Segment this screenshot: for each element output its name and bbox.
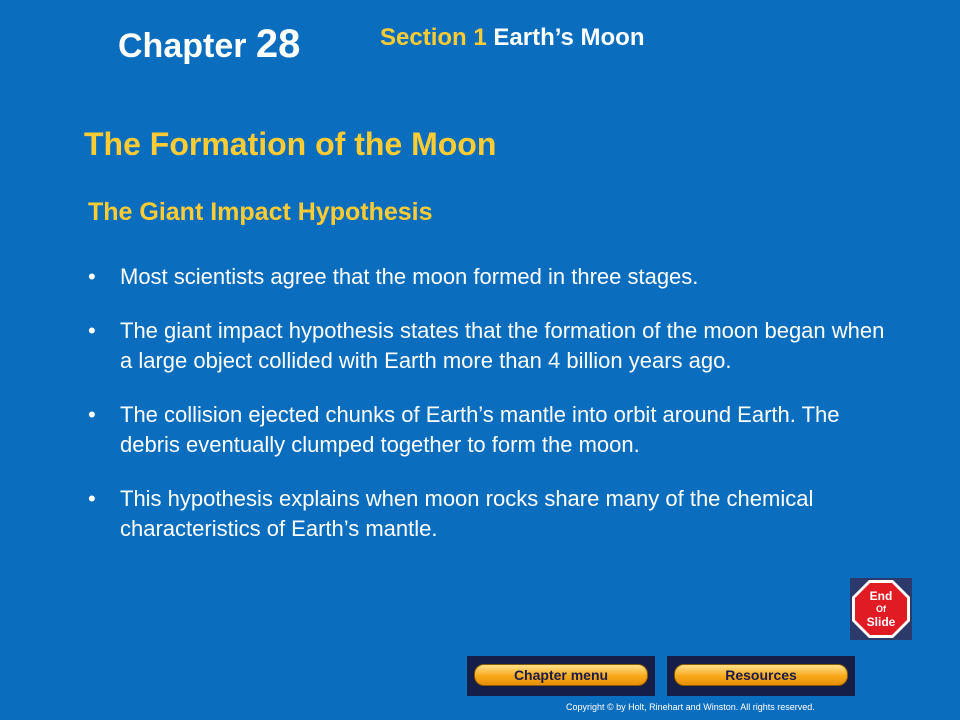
bullet-icon: • [88, 486, 96, 511]
bullet-item [88, 400, 888, 460]
section-label: Section 1 [380, 24, 487, 51]
end-label-line2: Of [876, 603, 886, 614]
copyright-notice: Copyright © by Holt, Rinehart and Winston. All rights reserved. [566, 702, 815, 712]
bullet-text: Most scientists agree that the moon formed in three stages. [120, 264, 699, 289]
section-name: Earth’s Moon [493, 24, 645, 51]
bullet-icon: • [88, 402, 96, 427]
resources-frame [667, 656, 855, 696]
end-label-line1: End [869, 588, 893, 603]
bullet-item [88, 262, 888, 292]
bullet-icon: • [88, 264, 96, 289]
resources-button[interactable]: Resources [674, 664, 848, 686]
chapter-number: 28 [255, 22, 301, 66]
chapter-menu-frame [467, 656, 655, 696]
chapter-heading [118, 22, 300, 67]
bullet-text: The giant impact hypothesis states that the formation of the moon began when a large object collided with Earth more than 4 billion years ago. [120, 318, 885, 373]
slide-subtitle: The Giant Impact Hypothesis [88, 198, 433, 226]
chapter-menu-button[interactable]: Chapter menu [474, 664, 648, 686]
bullet-icon: • [88, 318, 96, 343]
bullet-text: This hypothesis explains when moon rocks share many of the chemical characteristics of Earth’s mantle. [120, 486, 814, 541]
bullet-list [88, 262, 888, 568]
slide-title: The Formation of the Moon [84, 126, 497, 162]
bullet-text: The collision ejected chunks of Earth’s mantle into orbit around Earth. The debris eventually clumped together to form the moon. [120, 402, 840, 457]
end-label-line3: Slide [866, 614, 896, 629]
section-heading [380, 24, 645, 52]
end-of-slide-label [850, 578, 912, 640]
bullet-item [88, 316, 888, 376]
chapter-word: Chapter [118, 27, 247, 65]
end-of-slide-button[interactable] [850, 578, 912, 640]
bullet-item [88, 484, 888, 544]
